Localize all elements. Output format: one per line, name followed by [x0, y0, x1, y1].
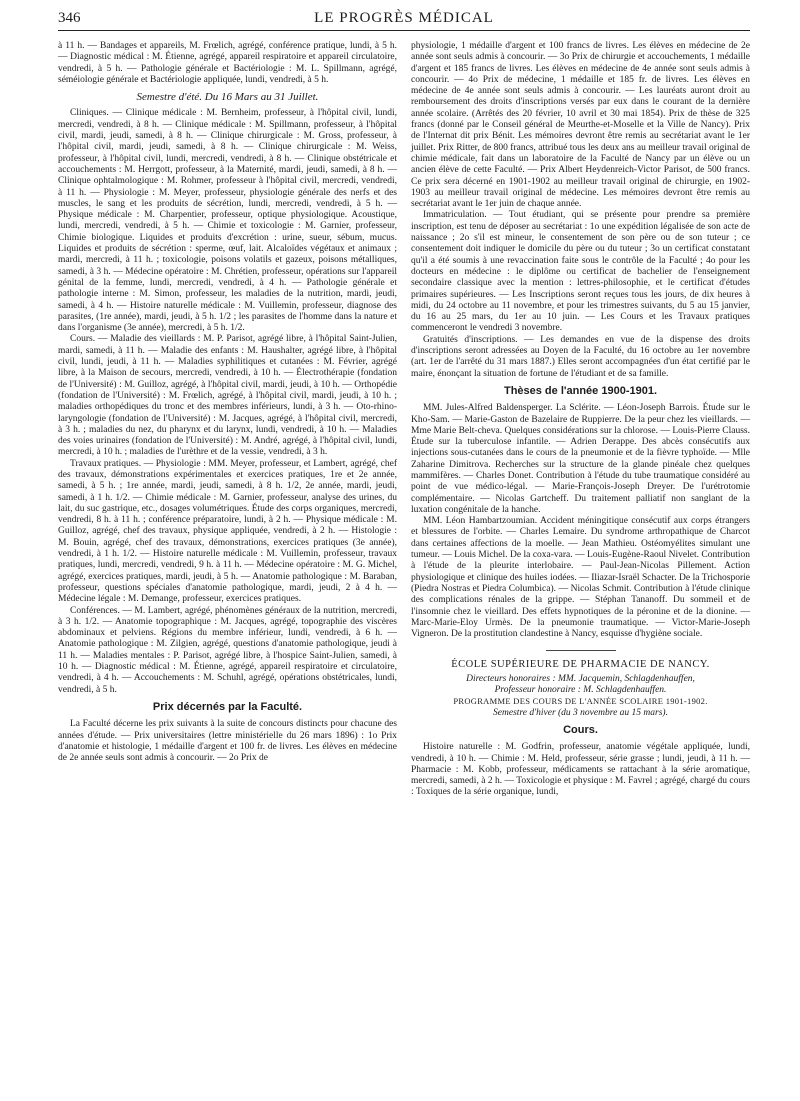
- right-column: [411, 41, 750, 799]
- paragraph-theses-list-2: MM. Léon Hambartzoumian. Accident méningitique consécutif aux corps étrangers et blessures de l'orbite. — Charles Lemaire. Du syndrome arthropathique de Charcot dans certaines affections de la moelle. — Jean Mathieu. Ostéomyélites simulant une tumeur. — Louis Michel. De la coxa-vara. — Louis-Eugène-Raoul Nivelet. Contribution à l'étude de la pleurite interlobaire. — Paul-Jean-Nicolas Pillement. Action physiologique et clinique des huiles iodées. — Iliazar-Israël Schacter. De la Trichosporie (Piedra Nostras et Piedra Columbica). — Nicolas Schmit. Contribution à l'étude clinique des complications rénales de la grippe. — Stéphan Tananoff. Du sommeil et de l'insomnie chez le vieillard. Des effets hypnotiques de la péronine et de la dionine. — Marc-Marie-Eloy Urmès. De la pneumonie traumatique. — Victor-Marie-Joseph Vigneron. De la prostitution clandestine à Nancy, esquisse d'hygiène sociale.: [411, 516, 750, 640]
- paragraph-cours: Cours. — Maladie des vieillards : M. P. Parisot, agrégé libre, à l'hôpital Saint-Julien, mardi, samedi, à 11 h. — Maladie des enfants : M. Haushalter, agrégé libre, à l'hôpital civil, lundi, jeudi, à 11 h. — Maladies syphilitiques et cutanées : M. Février, agrégé libre, à la Maison de secours, mercredi, vendredi, à 10 h. — Électrothérapie (fondation de l'Université) : M. Guilloz, agrégé, à l'hôpital civil, mardi, jeudi, à 10 h. — Orthopédie (fondation de l'Université) : M. Frœlich, agrégé, à l'hôpital civil, mardi, jeudi, à 10 h. ; maladies orthopédiques du tronc et des membres inférieurs, lundi, à 3 h. — Oto-rhino-laryngologie (fondation de l'Université) : M. Jacques, agrégé, à l'hôpital civil, mercredi, à 3 h. ; maladies du nez, du pharynx et du larynx, lundi, vendredi, à 10 h. — Maladies des voies urinaires (fondation de l'Université) : M. André, agrégé, à l'hôpital civil, lundi, mercredi, à 10 h. ; maladies de l'urèthre et de la vessie, vendredi, à 3 h.: [58, 334, 397, 458]
- honorary-directors: Directeurs honoraires : MM. Jacquemin, Schlagdenhauffen,: [466, 673, 695, 684]
- paragraph-conferences: Conférences. — M. Lambert, agrégé, phénomènes généraux de la nutrition, mercredi, à 3 h. 1/2. — Anatomie topographique : M. Jacques, agrégé, topographie des viscères abdominaux et pelviens. Régions du membre inférieur, lundi, vendredi, à 6 h. — Anatomie pathologique : M. Zilgien, agrégé, questions d'anatomie pathologique, jeudi à 11 h. — Maladies mentales : P. Parisot, agrégé libre, à l'hospice Saint-Julien, samedi, à 10 h. — Diagnostic médical : M. Étienne, agrégé, appareil respiratoire et circulatoire, vendredi, à 4 h. — Accouchements : M. Schuhl, agrégé, opérations obstétricales, lundi, vendredi, à 5 h.: [58, 605, 397, 695]
- honorary-professor: Professeur honoraire : M. Schlagdenhauffen.: [494, 685, 667, 696]
- winter-semester: Semestre d'hiver (du 3 novembre au 15 mars).: [493, 707, 668, 718]
- paragraph-immatriculation: Immatriculation. — Tout étudiant, qui se présente pour prendre sa première inscription, est tenu de déposer au secrétariat : 1o une expédition légalisée de son acte de naissance ; 2o s'il est mineur, le consentement de son père ou de son tuteur ; ce consentement doit indiquer le domicile du père ou du tuteur ; 3o un certificat constatant qu'il a été soumis à une revaccination faite sous le contrôle de la Faculté ; 4o pour les docteurs en médecine : le diplôme ou certificat de bachelier de l'enseignement secondaire classique avec la mention : lettres-philosophie, et le certificat d'études primaires supérieures. — Les Inscriptions seront reçues tous les jours, de dix heures à midi, du 24 octobre au 11 novembre, et pour les trimestres suivants, du 5 au 15 janvier, du 16 au 25 mars, du 1er au 10 juin. — Les Cours et les Travaux pratiques commenceront le vendredi 3 novembre.: [411, 210, 750, 334]
- paragraph-gratuites: Gratuités d'inscriptions. — Les demandes en vue de la dispense des droits d'inscriptions seront adressées au Doyen de la Faculté, du 16 octobre au 1er novembre (art. 1er de l'arrêté du 31 mars 1887.) Elles seront accompagnées d'un état certifié par le maire, énonçant la situation de fortune de l'étudiant et de sa famille.: [411, 334, 750, 379]
- paragraph-cours-pharmacie: Histoire naturelle : M. Godfrin, professeur, anatomie végétale appliquée, lundi, vendredi, à 10 h. — Chimie : M. Held, professeur, série grasse ; lundi, jeudi, à 11 h. — Pharmacie : M. Kobb, professeur, médicaments se rattachant à la série aromatique, mercredi, samedi, à 2 h. — Toxicologie et physique : M. Favrel ; agrégé, chargé du cours : Toxiques de la série organique, lundi,: [411, 742, 750, 798]
- section-heading-theses: Thèses de l'année 1900-1901.: [503, 384, 658, 397]
- program-title: PROGRAMME DES COURS DE L'ANNÉE SCOLAIRE 1901-1902.: [453, 696, 708, 707]
- running-head: [58, 8, 750, 31]
- paragraph-cliniques: Cliniques. — Clinique médicale : M. Bernheim, professeur, à l'hôpital civil, lundi, mercredi, vendredi, à 8 h. — Clinique médicale : M. Spillmann, professeur, à l'hôpital civil, mardi, jeudi, samedi, à 8 h. — Clinique chirurgicale : M. Gross, professeur, à l'hôpital civil, mardi, jeudi, samedi, à 8 h. — Clinique chirurgicale : M. Weiss, professeur, à l'hôpital civil, lundi, mercredi, vendredi, à 8 h. — Clinique obstétricale et accouchements : M. Herrgott, professeur, à la Maternité, mardi, jeudi, samedi, à 8 h. — Clinique ophtalmologique : M. Rohmer, professeur à l'hôpital civil, mercredi, vendredi, à 11 h. — Physiologie : M. Meyer, professeur, physiologie générale des nerfs et des muscles, le sang et les produits de sécrétion, lundi, mercredi, vendredi, à 5 h. — Physique médicale : M. Charpentier, professeur, optique physiologique. Acoustique, lundi, mercredi, vendredi, à 5 h. — Chimie et toxicologie : M. Garnier, professeur, Chimie biologique. Liquides et produits d'excrétion : urine, sueur, sébum, mucus. Liquides et produits de sécrétion : sperme, œuf, lait. Alcaloïdes végétaux et animaux ; mardi, mercredi, à 11 h. ; toxicologie, poisons volatils et gazeux, poisons métalliques, samedi, à 3 h. — Médecine opératoire : M. Chrétien, professeur, opérations sur l'appareil génital de la femme, lundi, mercredi, vendredi, à 4 h. — Pathologie générale et pathologie interne : M. Simon, professeur, les maladies de la nutrition, mardi, jeudi, samedi, à 4 h. — Histoire naturelle médicale : M. Vuillemin, professeur, diagnose des parasites, (1re année), mardi, jeudi, à 5 h. 1/2 ; les parasites de l'homme dans la nature et dans l'organisme (3e année), mercredi, à 5 h. 1/2.: [58, 108, 397, 334]
- divider: [546, 650, 616, 651]
- journal-title: LE PROGRÈS MÉDICAL: [314, 10, 494, 26]
- section-heading-cours: Cours.: [563, 723, 598, 736]
- section-heading-pharmacy-school: ÉCOLE SUPÉRIEURE DE PHARMACIE DE NANCY.: [451, 659, 710, 671]
- text-columns: [58, 41, 750, 799]
- paragraph-travaux-pratiques: Travaux pratiques. — Physiologie : MM. Meyer, professeur, et Lambert, agrégé, chef des travaux, démonstrations expérimentales et exercices pratiques, 1re et 2e année, samedi, à 5 h. ; 1re année, mardi, jeudi, samedi, à 8 h. 1/2, 2e année, mardi, jeudi, samedi, à 1 h. 1/2. — Chimie médicale : M. Garnier, professeur, analyse des urines, du lait, du suc gastrique, etc., dosages volumétriques. Étude des corps organiques, mercredi, vendredi, 8 h. à 11 h. ; conférence préparatoire, lundi, à 2 h. — Physique médicale : M. Guilloz, agrégé, chef des travaux, physique appliquée, vendredi, à 2 h. — Histologie : M. Bouin, agrégé, chef des travaux, démonstrations, exercices pratiques (3e année), vendredi, à 1 h. 1/2. — Histoire naturelle médicale : M. Vuillemin, professeur, travaux pratiques, lundi, mercredi, vendredi, 9 h. à 11 h. — Médecine opératoire : M. G. Michel, agrégé, exercices pratiques, mardi, jeudi, à 5 h. — Anatomie pathologique : M. Baraban, professeur, questions spéciales d'anatomie pathologique, mardi, jeudi, 2 à 4 h. — Médecine légale : M. Demange, professeur, exercices pratiques.: [58, 458, 397, 605]
- left-column: [58, 41, 397, 799]
- paragraph-prizes: La Faculté décerne les prix suivants à la suite de concours distincts pour chacune des années d'étude. — Prix universitaires (lettre ministérielle du 26 mars 1896) : 1o Prix d'anatomie et histologie, 1 médaille d'argent et 100 fr. de livres. Les élèves en médecine de 2e année seuls sont admis à concourir. — 2o Prix de: [58, 719, 397, 764]
- page-number: 346: [58, 10, 81, 26]
- paragraph: à 11 h. — Bandages et appareils, M. Frœlich, agrégé, conférence pratique, lundi, à 5 h. — Diagnostic médical : M. Étienne, agrégé, appareil respiratoire et appareil circulatoire, vendredi, à 5 h. — Pathologie générale et Bactériologie : M. L. Spillmann, agrégé, séméiologie générale et Bactériologie appliquée, lundi, vendredi, à 5 h.: [58, 41, 397, 85]
- section-heading-summer-semester: Semestre d'été. Du 16 Mars au 31 Juillet.: [136, 91, 319, 104]
- paragraph: physiologie, 1 médaille d'argent et 100 francs de livres. Les élèves en médecine de 2e année sont seuls admis à concourir. — 3o Prix de chirurgie et accouchements, 1 médaille d'argent et 185 francs de livres. Les élèves en médecine de 4e année sont seuls admis à concourir. — 4o Prix de médecine, 1 médaille et 185 fr. de livres. Les élèves en médecine de 4e année sont seuls admis à concourir. — Les lauréats auront droit au remboursement des droits d'inscriptions versés par eux dans le courant de la dernière année scolaire. (Arrêtés des 20 février, 10 avril et 30 mai 1854). Prix de thèse de 325 francs (donné par le Conseil général de Meurthe-et-Moselle et la Ville de Nancy). Prix de l'Internat dit prix Bénit. Les mémoires devront être remis au secrétariat avant le 1er juillet. Prix Ritter, de 800 francs, attribué tous les deux ans au meilleur travail original de chimie médicale, fait dans un laboratoire de la Faculté de Nancy par un élève ou un ancien élève de cette Faculté. — Prix Albert Heydenreich-Victor Parisot, de 500 francs. Ce prix sera décerné en 1901-1902 au meilleur travail original de chirurgie, en 1902-1903 au meilleur travail original de médecine. Les mémoires devront être remis au secrétariat avant le 1er juin de chaque année.: [411, 41, 750, 210]
- section-heading-prizes: Prix décernés par la Faculté.: [152, 700, 303, 713]
- paragraph-theses-list: MM. Jules-Alfred Baldensperger. La Sclérite. — Léon-Joseph Barrois. Étude sur le Kho-Sam. — Marie-Gaston de Bazelaire de Ruppierre. De la peur chez les vieillards. — Mme Marie Belt-cheva. Quelques considérations sur la chlorose. — Louis-Pierre Clauss. Étude sur la tuberculose infantile. — Adrien Derappe. Des abcès consécutifs aux injections sous-cutanées dans le cours de la pneumonie et de la fièvre typhoïde. — Mlle Zaharine Dimitrova. Recherches sur la structure de la glande pinéale chez quelques mammifères. — Charles Donet. Contribution à l'étude du tube traumatique considéré au point de vue médico-légal. — Marie-François-Joseph Dreyer. De l'urétrotomie complémentaire. — Nicolas Gartcheff. Du traitement palliatif non sanglant de la luxation congénitale de la hanche.: [411, 403, 750, 515]
